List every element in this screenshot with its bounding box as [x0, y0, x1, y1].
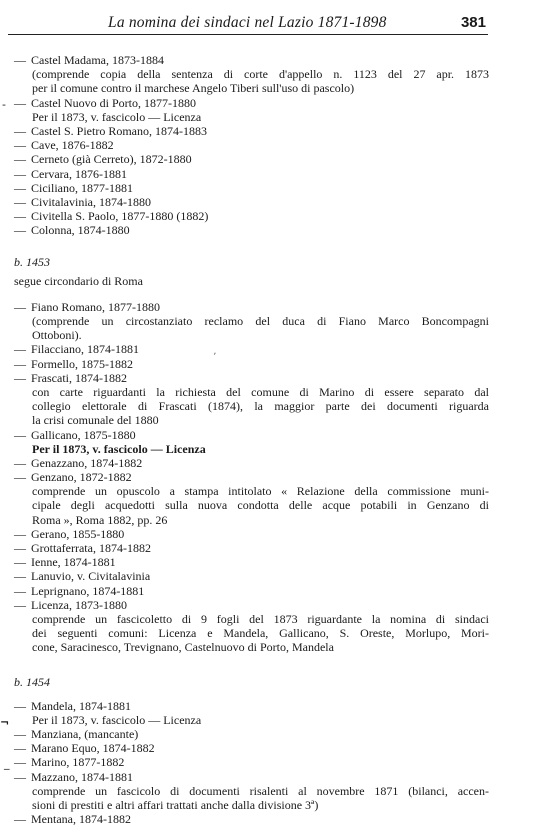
list-item: — Manziana, (mancante) — [14, 727, 139, 742]
entry-note: Roma », Roma 1882, pp. 26 — [32, 512, 168, 527]
entry-note: cone, Saracinesco, Trevignano, Castelnuovo di Porto, Mandela — [32, 640, 334, 655]
list-item: — Mentana, 1874-1882 — [14, 812, 131, 827]
archive-inventory-list — [14, 53, 489, 826]
list-item: — Gerano, 1855-1880 — [14, 526, 125, 541]
entry-note: collegio elettorale di Frascati (1874), la maggior parte dei documenti riguarda — [32, 399, 489, 414]
entry-note: (comprende copia della sentenza di corte d'appello n. 1123 del 27 apr. 1873 — [32, 67, 489, 82]
entry-note: con carte riguardanti la richiesta del comune di Marino di essere separato dal — [32, 384, 489, 399]
section-subtitle: segue circondario di Roma — [14, 273, 143, 288]
list-item: — Formello, 1875-1882 — [14, 356, 133, 371]
entry-note: comprende un fascicoletto di 9 fogli del 1873 riguardante la nomina di sindaci — [32, 611, 489, 626]
list-item: — Lanuvio, v. Civitalavinia — [14, 569, 151, 584]
list-item: — Cervara, 1876-1881 — [14, 166, 127, 181]
list-item: — Castel Nuovo di Porto, 1877-1880 — [14, 95, 196, 110]
list-item: — Mazzano, 1874-1881 — [14, 769, 133, 784]
page-number: 381 — [460, 14, 486, 31]
list-item: — Licenza, 1873-1880 — [14, 597, 127, 612]
list-item: — Civitalavinia, 1874-1880 — [14, 194, 151, 209]
margin-mark: ¬ — [0, 716, 10, 729]
list-item: — Genazzano, 1874-1882 — [14, 455, 143, 470]
entry-note: dei seguenti comuni: Licenza e Mandela, Gallicano, S. Oreste, Morlupo, Mori- — [32, 626, 489, 641]
list-item: — Civitella S. Paolo, 1877-1880 (1882) — [14, 209, 209, 224]
list-item: — Cerneto (già Cerreto), 1872-1880 — [14, 152, 192, 167]
margin-mark: _ — [4, 757, 10, 770]
list-item: — Marino, 1877-1882 — [14, 755, 125, 770]
stray-mark: ʹ — [214, 351, 216, 361]
entry-note: comprende un fascicolo di documenti risalenti al novembre 1871 (bilanci, accen- — [32, 783, 489, 798]
entry-note: Per il 1873, v. fascicolo — Licenza — [32, 441, 206, 456]
entry-note: Per il 1873, v. fascicolo — Licenza — [32, 712, 202, 727]
list-item: — Fiano Romano, 1877-1880 — [14, 299, 160, 314]
entry-note: (comprende un circostanziato reclamo del duca di Fiano Marco Boncompagni — [32, 314, 489, 328]
list-item: — Colonna, 1874-1880 — [14, 223, 130, 238]
entry-note: sioni di prestiti e altri affari trattati anche dalla divisione 3ª) — [32, 798, 319, 812]
list-item: — Grottaferrata, 1874-1882 — [14, 541, 151, 555]
section-heading: b. 1454 — [14, 674, 50, 689]
entry-note: comprende un opuscolo a stampa intitolato « Relazione della commissione muni- — [32, 484, 489, 499]
list-item: — Mandela, 1874-1881 — [14, 698, 131, 713]
running-title: La nomina dei sindaci nel Lazio 1871-1898 — [108, 14, 387, 31]
entry-note: cipale degli acquedotti sulla nuova condotta delle acque potabili in Genzano di — [32, 498, 489, 513]
list-item: — Genzano, 1872-1882 — [14, 470, 132, 485]
list-item: — Frascati, 1874-1882 — [14, 370, 127, 385]
list-item: — Ienne, 1874-1881 — [14, 555, 116, 570]
section-heading: b. 1453 — [14, 255, 50, 270]
list-item: — Leprignano, 1874-1881 — [14, 583, 145, 598]
list-item: — Filacciano, 1874-1881 — [14, 342, 139, 357]
list-item: — Marano Equo, 1874-1882 — [14, 741, 155, 756]
entry-note: la crisi comunale del 1880 — [32, 413, 159, 428]
list-item: — Ciciliano, 1877-1881 — [14, 180, 133, 195]
margin-mark: ‐ — [2, 98, 6, 111]
list-item: — Cave, 1876-1882 — [14, 138, 114, 153]
entry-note: per il comune contro il marchese Angelo Tiberi sull'uso di pascolo) — [32, 81, 355, 96]
entry-note: Per il 1873, v. fascicolo — Licenza — [32, 109, 202, 124]
page-header — [8, 14, 488, 35]
list-item: — Castel S. Pietro Romano, 1874-1883 — [14, 123, 207, 138]
list-item: — Gallicano, 1875-1880 — [14, 427, 136, 442]
list-item: — Castel Madama, 1873-1884 — [14, 53, 164, 67]
entry-note: Ottoboni). — [32, 328, 82, 343]
